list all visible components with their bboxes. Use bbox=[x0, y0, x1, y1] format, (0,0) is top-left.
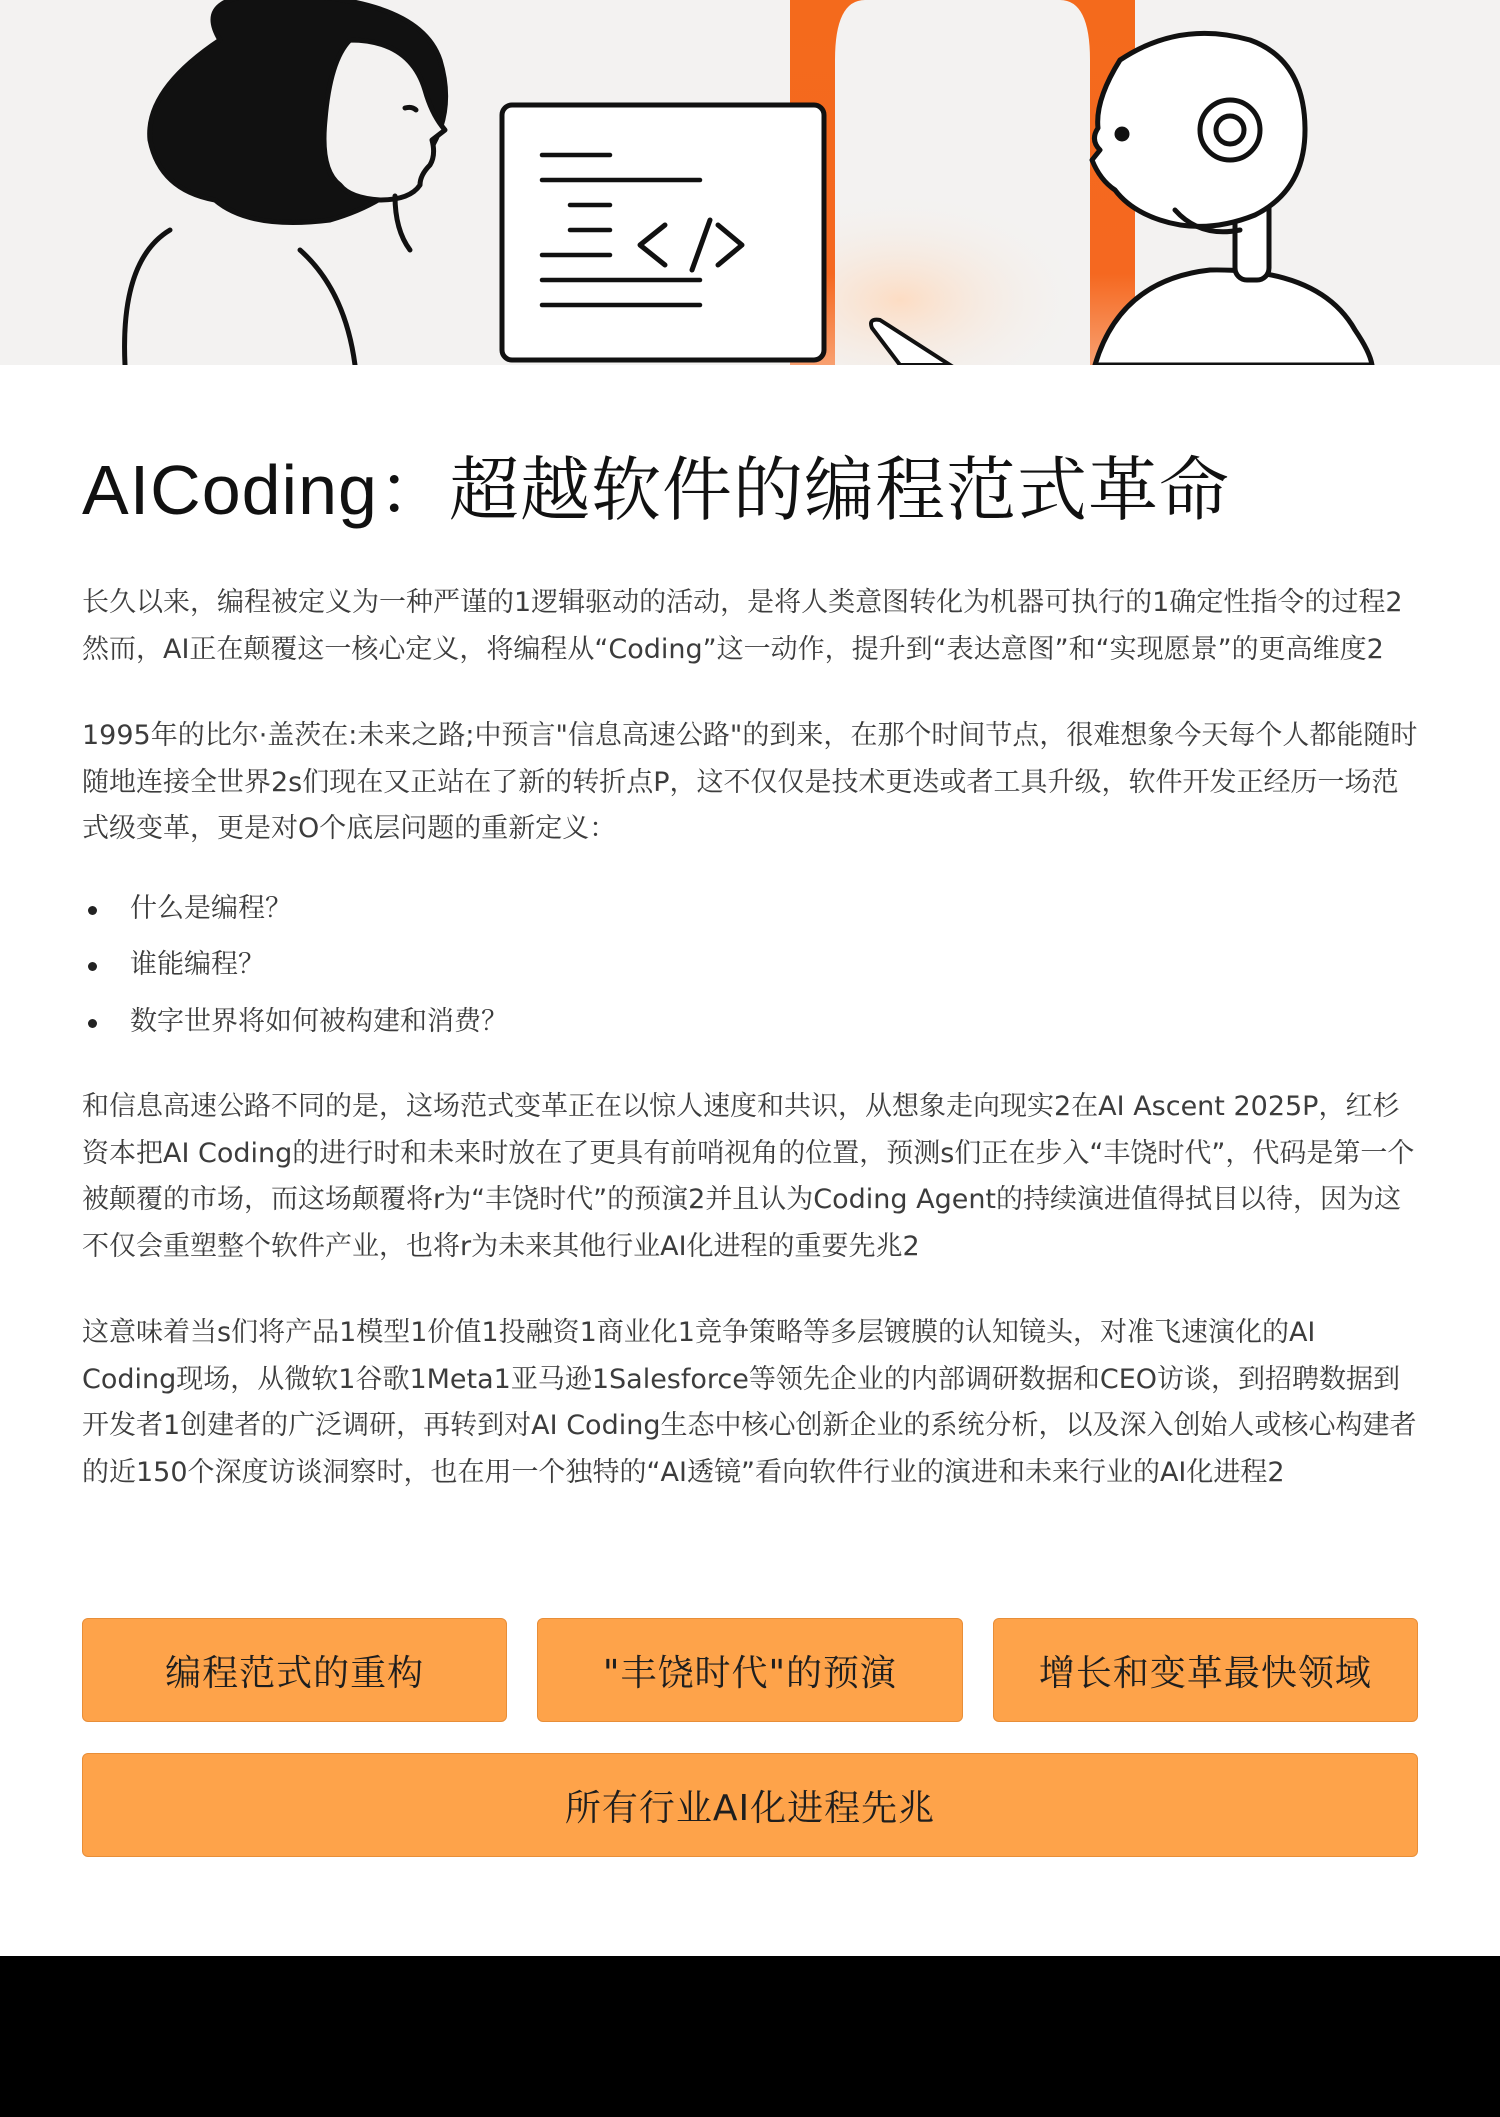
bullet-dot-icon bbox=[88, 1019, 97, 1028]
list-item-text: 数字世界将如何被构建和消费？ bbox=[130, 1005, 508, 1037]
bullet-dot-icon bbox=[88, 962, 97, 971]
list-item bbox=[82, 937, 1418, 994]
hero-illustration bbox=[0, 0, 1500, 365]
robot-figure bbox=[1092, 33, 1372, 365]
illustration-svg bbox=[0, 0, 1500, 365]
question-list bbox=[82, 881, 1418, 1051]
code-card bbox=[502, 105, 824, 360]
topic-button-row bbox=[82, 1618, 1418, 1722]
fastest-growth-button[interactable]: 增长和变革最快领域 bbox=[993, 1618, 1418, 1722]
bottom-band bbox=[0, 1956, 1500, 2117]
list-item bbox=[82, 881, 1418, 938]
intro-paragraph: 长久以来，编程被定义为一种严谨的1逻辑驱动的活动，是将人类意图转化为机器可执行的1确定性指令的过程2然而，AI正在颠覆这一核心定义，将编程从“Coding”这一动作，提升到“表达意图”和“实现愿景”的更高维度2 bbox=[82, 587, 1403, 665]
woman-figure bbox=[125, 0, 446, 365]
lens-paragraph: 这意味着当s们将产品1模型1价值1投融资1商业化1竞争策略等多层镀膜的认知镜头，对准飞速演化的AI Coding现场，从微软1谷歌1Meta1亚马逊1Salesforce等领先企业的内部调研数据和CEO访谈，到招聘数据到开发者1创建者的广泛调研，再转到对AI Coding生态中核心创新企业的系统分析，以及深入创始人或核心构建者的近150个深度访谈洞察时，也在用一个独特的“AI透镜”看向软件行业的演进和未来行业的AI化进程2 bbox=[82, 1317, 1417, 1488]
topic-button-row-wide bbox=[82, 1753, 1418, 1857]
list-item bbox=[82, 994, 1418, 1051]
history-paragraph: 1995年的比尔·盖茨在:未来之路;中预言"信息高速公路"的到来，在那个时间节点，很难想象今天每个人都能随时随地连接全世界2s们现在又正站在了新的转折点P，这不仅仅是技术更迭或者工具升级，软件开发正经历一场范式级变革，更是对O个底层问题的重新定义： bbox=[82, 720, 1418, 844]
paradigm-paragraph: 和信息高速公路不同的是，这场范式变革正在以惊人速度和共识，从想象走向现实2在AI Ascent 2025P，红杉资本把AI Coding的进行时和未来时放在了更具有前哨视角的位置，预测s们正在步入“丰饶时代”，代码是第一个被颠覆的市场，而这场颠覆将r为“丰饶时代”的预演2并且认为Coding Agent的持续演进值得拭目以待，因为这不仅会重塑整个软件产业，也将r为未来其他行业AI化进程的重要先兆2 bbox=[82, 1091, 1415, 1262]
page-title: AICoding：超越软件的编程范式革命 bbox=[82, 451, 1230, 529]
industry-ai-omen-button[interactable]: 所有行业AI化进程先兆 bbox=[82, 1753, 1418, 1857]
list-item-text: 谁能编程？ bbox=[130, 949, 265, 980]
paradigm-reconstruction-button[interactable]: 编程范式的重构 bbox=[82, 1618, 507, 1722]
bullet-dot-icon bbox=[88, 906, 97, 915]
list-item-text: 什么是编程？ bbox=[130, 892, 292, 924]
article bbox=[82, 440, 1418, 1496]
abundance-era-button[interactable]: "丰饶时代"的预演 bbox=[537, 1618, 962, 1722]
